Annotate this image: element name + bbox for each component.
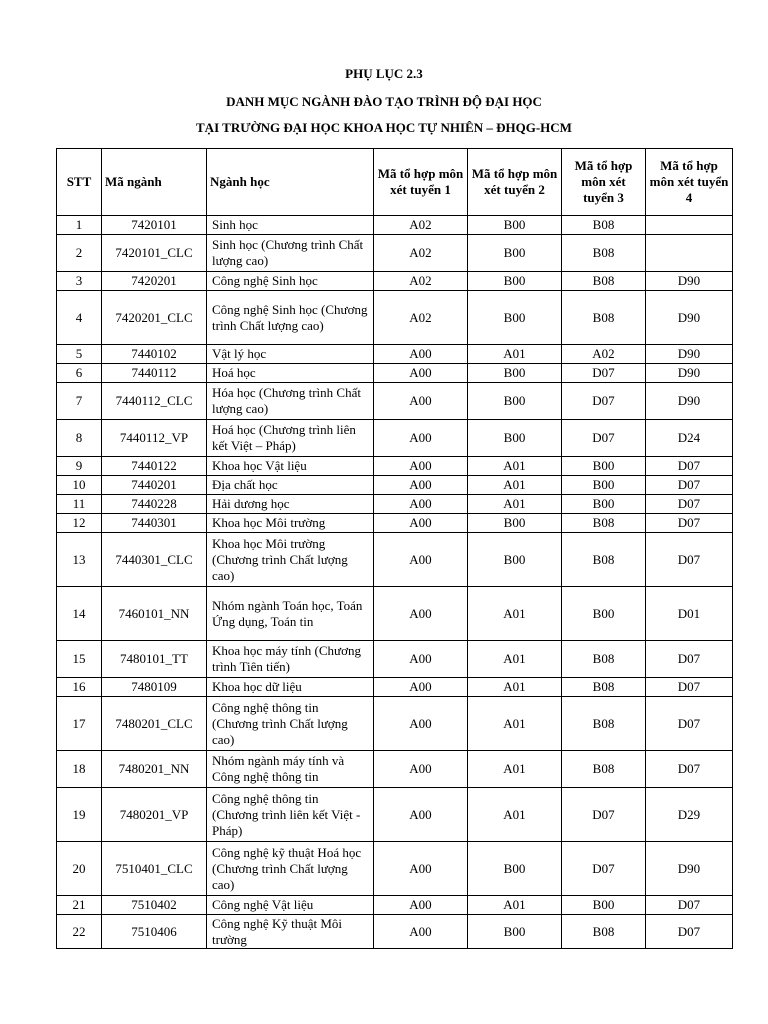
table-row xyxy=(57,383,733,420)
row-major-code: 7440122 xyxy=(102,457,207,476)
row-major-name: Công nghệ Kỹ thuật Môi trường xyxy=(207,915,374,949)
header-combo-2: Mã tổ hợp môn xét tuyển 2 xyxy=(468,149,562,216)
row-combo-4: D07 xyxy=(646,476,733,495)
row-combo-1: A00 xyxy=(374,915,468,949)
row-combo-2: A01 xyxy=(468,678,562,697)
row-combo-1: A02 xyxy=(374,235,468,272)
row-combo-4: D07 xyxy=(646,457,733,476)
row-stt: 5 xyxy=(57,345,102,364)
row-combo-4: D24 xyxy=(646,420,733,457)
row-combo-3: B08 xyxy=(562,235,646,272)
row-major-name: Công nghệ Sinh học (Chương trình Chất lượng cao) xyxy=(207,291,374,345)
row-major-code: 7440112_VP xyxy=(102,420,207,457)
row-combo-2: B00 xyxy=(468,420,562,457)
row-combo-1: A00 xyxy=(374,476,468,495)
row-combo-1: A00 xyxy=(374,420,468,457)
row-combo-3: B08 xyxy=(562,272,646,291)
row-stt: 15 xyxy=(57,641,102,678)
table-row xyxy=(57,216,733,235)
table-row xyxy=(57,235,733,272)
row-major-code: 7440102 xyxy=(102,345,207,364)
table-header-row xyxy=(57,149,733,216)
row-combo-4: D01 xyxy=(646,587,733,641)
row-major-name: Vật lý học xyxy=(207,345,374,364)
table-row xyxy=(57,641,733,678)
row-combo-1: A02 xyxy=(374,291,468,345)
table-row xyxy=(57,272,733,291)
row-combo-3: B08 xyxy=(562,216,646,235)
table-row xyxy=(57,896,733,915)
row-combo-3: D07 xyxy=(562,420,646,457)
row-major-name: Sinh học xyxy=(207,216,374,235)
header-stt: STT xyxy=(57,149,102,216)
row-combo-1: A00 xyxy=(374,345,468,364)
table-row xyxy=(57,457,733,476)
row-major-code: 7510402 xyxy=(102,896,207,915)
row-combo-1: A00 xyxy=(374,697,468,751)
row-combo-4: D07 xyxy=(646,533,733,587)
row-stt: 8 xyxy=(57,420,102,457)
row-stt: 18 xyxy=(57,751,102,788)
row-combo-3: B08 xyxy=(562,514,646,533)
row-combo-4: D07 xyxy=(646,896,733,915)
row-combo-3: D07 xyxy=(562,842,646,896)
row-combo-2: B00 xyxy=(468,533,562,587)
row-combo-4: D07 xyxy=(646,678,733,697)
row-combo-3: B00 xyxy=(562,587,646,641)
row-combo-4: D07 xyxy=(646,641,733,678)
row-major-name: Khoa học Vật liệu xyxy=(207,457,374,476)
row-combo-2: B00 xyxy=(468,364,562,383)
table-row xyxy=(57,678,733,697)
row-combo-4: D29 xyxy=(646,788,733,842)
row-major-code: 7440301_CLC xyxy=(102,533,207,587)
row-stt: 22 xyxy=(57,915,102,949)
row-combo-1: A00 xyxy=(374,514,468,533)
row-major-code: 7420101_CLC xyxy=(102,235,207,272)
row-combo-4: D90 xyxy=(646,272,733,291)
row-combo-2: B00 xyxy=(468,272,562,291)
row-combo-1: A00 xyxy=(374,641,468,678)
row-major-code: 7460101_NN xyxy=(102,587,207,641)
row-major-code: 7480201_NN xyxy=(102,751,207,788)
row-major-name: Nhóm ngành máy tính và Công nghệ thông tin xyxy=(207,751,374,788)
row-combo-1: A00 xyxy=(374,495,468,514)
row-major-name: Công nghệ Vật liệu xyxy=(207,896,374,915)
row-major-name: Khoa học máy tính (Chương trình Tiên tiến) xyxy=(207,641,374,678)
row-combo-2: A01 xyxy=(468,345,562,364)
header-major-name: Ngành học xyxy=(207,149,374,216)
row-combo-1: A00 xyxy=(374,751,468,788)
row-major-name: Công nghệ thông tin (Chương trình liên kết Việt - Pháp) xyxy=(207,788,374,842)
document-subtitle: TẠI TRƯỜNG ĐẠI HỌC KHOA HỌC TỰ NHIÊN – ĐHQG-HCM xyxy=(196,120,572,135)
table-row xyxy=(57,915,733,949)
row-stt: 7 xyxy=(57,383,102,420)
table-row xyxy=(57,788,733,842)
row-combo-2: A01 xyxy=(468,896,562,915)
row-stt: 17 xyxy=(57,697,102,751)
row-combo-1: A00 xyxy=(374,678,468,697)
row-combo-3: B08 xyxy=(562,678,646,697)
row-stt: 3 xyxy=(57,272,102,291)
row-major-code: 7510401_CLC xyxy=(102,842,207,896)
row-major-code: 7480101_TT xyxy=(102,641,207,678)
row-combo-4: D07 xyxy=(646,915,733,949)
row-major-code: 7420101 xyxy=(102,216,207,235)
row-combo-3: B00 xyxy=(562,476,646,495)
row-stt: 20 xyxy=(57,842,102,896)
row-combo-4: D90 xyxy=(646,345,733,364)
row-stt: 2 xyxy=(57,235,102,272)
row-major-code: 7420201 xyxy=(102,272,207,291)
row-stt: 12 xyxy=(57,514,102,533)
row-major-name: Hải dương học xyxy=(207,495,374,514)
appendix-label: PHỤ LỤC 2.3 xyxy=(345,66,423,81)
table-row xyxy=(57,476,733,495)
row-combo-2: B00 xyxy=(468,235,562,272)
row-combo-3: A02 xyxy=(562,345,646,364)
row-major-name: Hoá học xyxy=(207,364,374,383)
table-row xyxy=(57,533,733,587)
row-combo-2: A01 xyxy=(468,697,562,751)
row-major-name: Công nghệ kỹ thuật Hoá học (Chương trình Chất lượng cao) xyxy=(207,842,374,896)
row-combo-3: D07 xyxy=(562,788,646,842)
row-major-code: 7440301 xyxy=(102,514,207,533)
row-combo-3: B08 xyxy=(562,641,646,678)
row-combo-2: A01 xyxy=(468,495,562,514)
row-major-code: 7440201 xyxy=(102,476,207,495)
row-combo-3: D07 xyxy=(562,364,646,383)
row-combo-3: B08 xyxy=(562,697,646,751)
row-stt: 14 xyxy=(57,587,102,641)
row-combo-1: A00 xyxy=(374,364,468,383)
row-stt: 4 xyxy=(57,291,102,345)
row-combo-2: B00 xyxy=(468,842,562,896)
row-combo-2: A01 xyxy=(468,788,562,842)
row-major-name: Hoá học (Chương trình liên kết Việt – Pháp) xyxy=(207,420,374,457)
table-row xyxy=(57,751,733,788)
table-row xyxy=(57,697,733,751)
row-combo-1: A02 xyxy=(374,216,468,235)
row-stt: 19 xyxy=(57,788,102,842)
row-stt: 6 xyxy=(57,364,102,383)
row-major-code: 7480201_CLC xyxy=(102,697,207,751)
row-major-name: Công nghệ thông tin (Chương trình Chất lượng cao) xyxy=(207,697,374,751)
header-combo-3: Mã tổ hợp môn xét tuyển 3 xyxy=(562,149,646,216)
row-combo-1: A00 xyxy=(374,842,468,896)
row-combo-2: A01 xyxy=(468,457,562,476)
row-stt: 21 xyxy=(57,896,102,915)
row-combo-1: A00 xyxy=(374,457,468,476)
row-combo-4: D90 xyxy=(646,291,733,345)
row-major-code: 7440112 xyxy=(102,364,207,383)
row-major-name: Khoa học dữ liệu xyxy=(207,678,374,697)
row-combo-2: B00 xyxy=(468,514,562,533)
row-combo-1: A00 xyxy=(374,788,468,842)
row-combo-2: A01 xyxy=(468,587,562,641)
row-stt: 1 xyxy=(57,216,102,235)
table-row xyxy=(57,420,733,457)
row-combo-2: B00 xyxy=(468,915,562,949)
row-combo-4: D07 xyxy=(646,514,733,533)
row-major-name: Địa chất học xyxy=(207,476,374,495)
row-stt: 16 xyxy=(57,678,102,697)
row-major-code: 7480201_VP xyxy=(102,788,207,842)
table-row xyxy=(57,495,733,514)
row-combo-1: A00 xyxy=(374,896,468,915)
row-combo-3: B00 xyxy=(562,457,646,476)
table-row xyxy=(57,291,733,345)
row-combo-3: B08 xyxy=(562,533,646,587)
row-combo-3: D07 xyxy=(562,383,646,420)
row-combo-2: A01 xyxy=(468,751,562,788)
row-combo-4 xyxy=(646,216,733,235)
row-combo-4: D90 xyxy=(646,842,733,896)
row-major-code: 7420201_CLC xyxy=(102,291,207,345)
document-title: DANH MỤC NGÀNH ĐÀO TẠO TRÌNH ĐỘ ĐẠI HỌC xyxy=(226,94,542,109)
row-combo-2: A01 xyxy=(468,641,562,678)
row-combo-4: D07 xyxy=(646,751,733,788)
row-combo-1: A00 xyxy=(374,533,468,587)
row-stt: 10 xyxy=(57,476,102,495)
row-combo-3: B08 xyxy=(562,751,646,788)
row-major-name: Khoa học Môi trường xyxy=(207,514,374,533)
row-combo-4: D07 xyxy=(646,495,733,514)
row-combo-2: A01 xyxy=(468,476,562,495)
row-combo-4: D90 xyxy=(646,383,733,420)
row-stt: 11 xyxy=(57,495,102,514)
row-combo-4 xyxy=(646,235,733,272)
row-combo-4: D07 xyxy=(646,697,733,751)
row-stt: 13 xyxy=(57,533,102,587)
table-row xyxy=(57,364,733,383)
table-row xyxy=(57,345,733,364)
row-combo-2: B00 xyxy=(468,291,562,345)
header-combo-1: Mã tổ hợp môn xét tuyển 1 xyxy=(374,149,468,216)
row-combo-3: B08 xyxy=(562,915,646,949)
table-row xyxy=(57,842,733,896)
majors-table xyxy=(56,148,733,949)
row-major-name: Công nghệ Sinh học xyxy=(207,272,374,291)
row-combo-3: B00 xyxy=(562,896,646,915)
row-major-code: 7480109 xyxy=(102,678,207,697)
row-combo-3: B08 xyxy=(562,291,646,345)
table-row xyxy=(57,514,733,533)
row-combo-1: A00 xyxy=(374,587,468,641)
row-major-code: 7440228 xyxy=(102,495,207,514)
row-combo-4: D90 xyxy=(646,364,733,383)
row-major-code: 7440112_CLC xyxy=(102,383,207,420)
row-major-name: Hóa học (Chương trình Chất lượng cao) xyxy=(207,383,374,420)
row-major-name: Khoa học Môi trường (Chương trình Chất lượng cao) xyxy=(207,533,374,587)
row-major-name: Nhóm ngành Toán học, Toán Ứng dụng, Toán tin xyxy=(207,587,374,641)
row-combo-1: A02 xyxy=(374,272,468,291)
row-combo-3: B00 xyxy=(562,495,646,514)
row-stt: 9 xyxy=(57,457,102,476)
header-major-code: Mã ngành xyxy=(102,149,207,216)
row-major-code: 7510406 xyxy=(102,915,207,949)
row-combo-1: A00 xyxy=(374,383,468,420)
header-combo-4: Mã tổ hợp môn xét tuyển 4 xyxy=(646,149,733,216)
row-combo-2: B00 xyxy=(468,383,562,420)
row-major-name: Sinh học (Chương trình Chất lượng cao) xyxy=(207,235,374,272)
table-row xyxy=(57,587,733,641)
row-combo-2: B00 xyxy=(468,216,562,235)
